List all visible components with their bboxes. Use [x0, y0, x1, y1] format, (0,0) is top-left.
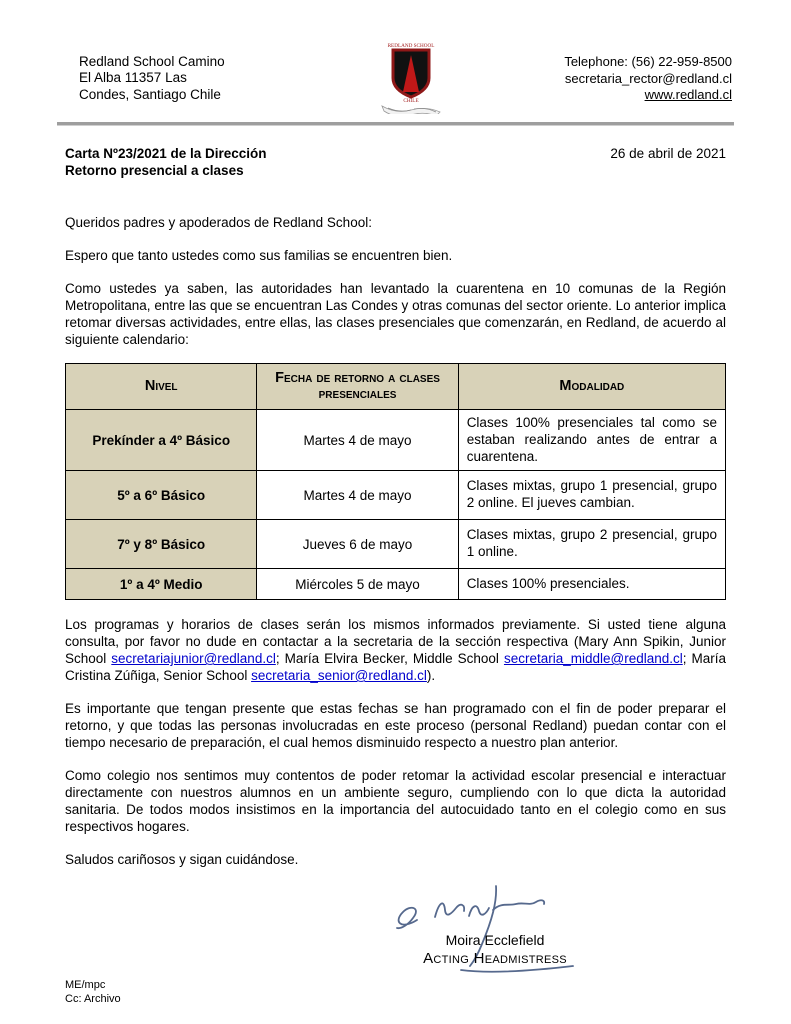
address-line-2: El Alba 11357 Las [79, 70, 187, 86]
paragraph-3-text-2: ; María Elvira Becker, Middle School [275, 651, 504, 667]
column-header-modalidad: Modalidad [458, 363, 725, 409]
website-link[interactable]: www.redland.cl [644, 87, 732, 103]
paragraph-4: Es importante que tengan presente que estas fechas se han programado con el fin de poder preparar el retorno, y que todas las personas involucradas en este proceso (personal Redland) puedan contar con el tiempo necesario de preparación, el cual hemos disminuido respecto a nuestro plan anterior. [65, 701, 726, 751]
address-line-3: Condes, Santiago Chile [79, 86, 221, 102]
return-schedule-table [65, 363, 726, 600]
paragraph-3 [65, 616, 726, 684]
paragraph-2: Como ustedes ya saben, las autoridades han levantado la cuarentena en 10 comunas de la Región Metropolitana, entre las que se encuentran Las Condes y otras comunas del sector oriente. Lo anterior implica retomar diversas actividades, entre ellas, las clases presenciales que comenzarán, en Redland, de acuerdo al siguiente calendario: [65, 280, 726, 347]
school-address [79, 54, 225, 103]
reference-row [65, 146, 726, 180]
table-row [66, 569, 726, 600]
letter-reference [65, 146, 267, 180]
column-header-nivel: Nivel [66, 363, 257, 409]
cc-line: Cc: Archivo [65, 993, 121, 1006]
rector-email: secretaria_rector@redland.cl [564, 70, 732, 86]
school-crest-icon [376, 40, 446, 114]
cell-fecha: Miércoles 5 de mayo [257, 569, 458, 600]
table-row [66, 410, 726, 471]
cell-modalidad: Clases mixtas, grupo 2 presencial, grupo 1 online. [458, 520, 725, 569]
paragraph-5: Como colegio nos sentimos muy contentos de poder retomar la actividad escolar presencial e interactuar directamente con nuestros alumnos en un ambiente seguro, cumpliendo con lo que dicta la autoridad sanitaria. De todos modos insistimos en la importancia del autocuidado tanto en el colegio como en sus respectivos hogares. [65, 768, 726, 835]
telephone: Telephone: (56) 22-959-8500 [564, 54, 732, 69]
cell-nivel: 5º a 6º Básico [66, 471, 257, 520]
cell-fecha: Martes 4 de mayo [257, 471, 458, 520]
senior-secretary-email-link[interactable]: secretaria_senior@redland.cl [251, 668, 427, 684]
letter-date: 26 de abril de 2021 [610, 146, 726, 161]
column-header-fecha: Fecha de retorno a clases presenciales [257, 363, 458, 409]
typist-initials: ME/mpc [65, 979, 106, 992]
paragraph-3-text-3: ; María Cristina Zúñiga, Senior School [65, 651, 727, 684]
cell-nivel: 1º a 4º Medio [66, 569, 257, 600]
closing-line: Saludos cariñosos y sigan cuidándose. [65, 852, 299, 868]
contact-block [564, 54, 732, 104]
middle-secretary-email-link[interactable]: secretaria_middle@redland.cl [503, 651, 683, 667]
cell-modalidad: Clases mixtas, grupo 1 presencial, grupo 2 online. El jueves cambian. [458, 471, 725, 520]
header-divider [57, 122, 734, 126]
table-row [66, 520, 726, 569]
letter-number: Carta Nº23/2021 de la Dirección [65, 146, 267, 161]
salutation: Queridos padres y apoderados de Redland School: [65, 214, 372, 230]
table-row [66, 471, 726, 520]
paragraph-3-text-4: ). [426, 668, 436, 684]
signatory-title: Acting Headmistress [423, 950, 567, 968]
cell-nivel: 7º y 8º Básico [66, 520, 257, 569]
paragraph-1: Espero que tanto ustedes como sus familias se encuentren bien. [65, 247, 453, 263]
cell-nivel: Prekínder a 4º Básico [66, 410, 257, 471]
cell-modalidad: Clases 100% presenciales tal como se estaban realizando antes de entrar a cuarentena. [458, 410, 725, 471]
letter-subject: Retorno presencial a clases [65, 162, 244, 178]
table-header-row [66, 363, 726, 409]
signature-block [65, 880, 726, 976]
cell-fecha: Martes 4 de mayo [257, 410, 458, 471]
crest-school-name: REDLAND SCHOOL [388, 43, 435, 49]
junior-secretary-email-link[interactable]: secretariajunior@redland.cl [111, 651, 276, 667]
cell-fecha: Jueves 6 de mayo [257, 520, 458, 569]
letterhead [65, 43, 732, 112]
address-line-1: Redland School Camino [79, 54, 225, 69]
paragraph-3-text-1: Los programas y horarios de clases serán los mismos informados previamente. Si usted tiene alguna consulta, por favor no dude en contactar a la secretaria de la sección respectiva (Mary Ann Spikin, Junior School [65, 617, 726, 667]
crest-country: CHILE [403, 98, 420, 104]
cell-modalidad: Clases 100% presenciales. [458, 569, 725, 600]
footer-notes [65, 978, 726, 1007]
signatory-name: Moira Ecclefield [445, 932, 545, 949]
